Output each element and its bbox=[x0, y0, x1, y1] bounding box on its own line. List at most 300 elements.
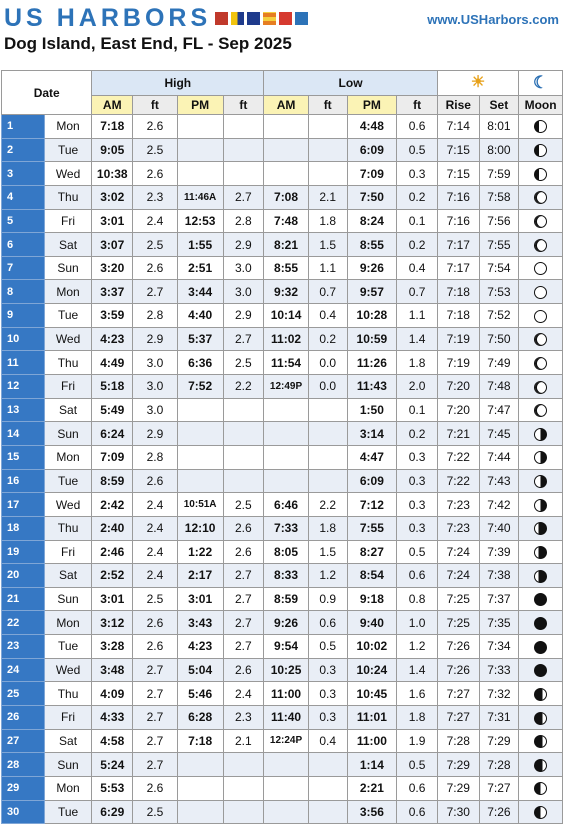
high-am-time: 3:48 bbox=[92, 658, 133, 682]
high-am-time: 9:05 bbox=[92, 138, 133, 162]
high-pm-ft bbox=[223, 776, 264, 800]
moon-phase-cell bbox=[519, 327, 563, 351]
low-am-ft bbox=[308, 800, 347, 824]
high-am-ft: 2.7 bbox=[133, 280, 178, 304]
moon-phase-icon bbox=[534, 215, 547, 228]
low-am-time: 10:14 bbox=[264, 304, 309, 328]
low-pm-time: 9:57 bbox=[347, 280, 397, 304]
tide-table bbox=[1, 70, 563, 824]
moon-phase-cell bbox=[519, 375, 563, 399]
high-am-time: 3:01 bbox=[92, 209, 133, 233]
weekday: Thu bbox=[44, 351, 92, 375]
moon-phase-cell bbox=[519, 115, 563, 139]
weekday: Fri bbox=[44, 706, 92, 730]
low-am-time: 12:49P bbox=[264, 375, 309, 399]
weekday: Wed bbox=[44, 658, 92, 682]
high-pm-time bbox=[177, 398, 223, 422]
day-number: 4 bbox=[2, 185, 45, 209]
high-am-time: 7:09 bbox=[92, 445, 133, 469]
day-number: 24 bbox=[2, 658, 45, 682]
moon-phase-icon bbox=[534, 570, 547, 583]
sunrise-time: 7:24 bbox=[437, 564, 479, 588]
high-am-time: 4:09 bbox=[92, 682, 133, 706]
low-am-ft: 0.4 bbox=[308, 729, 347, 753]
low-am-time: 8:59 bbox=[264, 587, 309, 611]
low-pm-time: 3:56 bbox=[347, 800, 397, 824]
high-pm-ft: 2.3 bbox=[223, 706, 264, 730]
high-am-time: 3:01 bbox=[92, 587, 133, 611]
weekday: Tue bbox=[44, 138, 92, 162]
moon-phase-icon bbox=[534, 735, 547, 748]
day-number: 7 bbox=[2, 256, 45, 280]
signal-flag-icon bbox=[231, 12, 244, 25]
weekday: Thu bbox=[44, 516, 92, 540]
day-number: 21 bbox=[2, 587, 45, 611]
low-am-ft: 0.9 bbox=[308, 587, 347, 611]
high-pm-time bbox=[177, 422, 223, 446]
weekday: Fri bbox=[44, 209, 92, 233]
high-am-time: 7:18 bbox=[92, 115, 133, 139]
table-row bbox=[2, 327, 563, 351]
moon-phase-cell bbox=[519, 398, 563, 422]
low-am-time: 7:08 bbox=[264, 185, 309, 209]
moon-phase-icon bbox=[534, 759, 547, 772]
low-pm-time: 8:27 bbox=[347, 540, 397, 564]
moon-phase-icon bbox=[534, 310, 547, 323]
moon-phase-cell bbox=[519, 233, 563, 257]
weekday: Tue bbox=[44, 635, 92, 659]
high-pm-time: 5:37 bbox=[177, 327, 223, 351]
high-am-ft: 2.6 bbox=[133, 776, 178, 800]
high-pm-ft: 2.7 bbox=[223, 587, 264, 611]
table-row bbox=[2, 256, 563, 280]
signal-flags-icon bbox=[215, 12, 308, 25]
low-am-time bbox=[264, 469, 309, 493]
weekday: Mon bbox=[44, 280, 92, 304]
high-pm-ft: 2.7 bbox=[223, 327, 264, 351]
high-pm-ft: 2.9 bbox=[223, 304, 264, 328]
day-number: 5 bbox=[2, 209, 45, 233]
date-header: Date bbox=[2, 71, 92, 115]
low-pm-time: 4:47 bbox=[347, 445, 397, 469]
sunrise-time: 7:19 bbox=[437, 327, 479, 351]
moon-phase-cell bbox=[519, 209, 563, 233]
high-am-time: 4:49 bbox=[92, 351, 133, 375]
moon-phase-cell bbox=[519, 587, 563, 611]
signal-flag-icon bbox=[247, 12, 260, 25]
sunrise-time: 7:16 bbox=[437, 209, 479, 233]
low-am-ft: 2.2 bbox=[308, 493, 347, 517]
table-row bbox=[2, 209, 563, 233]
low-pm-ft: 0.3 bbox=[397, 516, 438, 540]
table-row bbox=[2, 516, 563, 540]
high-pm-ft: 2.9 bbox=[223, 233, 264, 257]
table-row bbox=[2, 375, 563, 399]
moon-phase-cell bbox=[519, 304, 563, 328]
low-pm-ft: 0.6 bbox=[397, 564, 438, 588]
sunset-time: 7:29 bbox=[479, 729, 519, 753]
high-am-ft: 2.7 bbox=[133, 682, 178, 706]
high-am-time: 3:59 bbox=[92, 304, 133, 328]
low-am-time bbox=[264, 800, 309, 824]
day-number: 15 bbox=[2, 445, 45, 469]
low-am-ft-header: ft bbox=[308, 96, 347, 115]
high-am-time: 5:24 bbox=[92, 753, 133, 777]
sunrise-time: 7:24 bbox=[437, 540, 479, 564]
high-pm-time: 1:55 bbox=[177, 233, 223, 257]
high-pm-time bbox=[177, 138, 223, 162]
day-number: 25 bbox=[2, 682, 45, 706]
high-pm-header: PM bbox=[177, 96, 223, 115]
day-number: 14 bbox=[2, 422, 45, 446]
sunset-time: 7:26 bbox=[479, 800, 519, 824]
day-number: 18 bbox=[2, 516, 45, 540]
table-row bbox=[2, 233, 563, 257]
high-am-ft: 2.4 bbox=[133, 493, 178, 517]
table-row bbox=[2, 753, 563, 777]
sunset-time: 7:52 bbox=[479, 304, 519, 328]
high-am-ft: 2.9 bbox=[133, 422, 178, 446]
sunrise-time: 7:23 bbox=[437, 516, 479, 540]
weekday: Wed bbox=[44, 327, 92, 351]
sunset-time: 7:37 bbox=[479, 587, 519, 611]
high-am-ft: 2.6 bbox=[133, 115, 178, 139]
low-am-ft: 0.2 bbox=[308, 327, 347, 351]
high-pm-time: 3:01 bbox=[177, 587, 223, 611]
high-am-ft: 2.4 bbox=[133, 540, 178, 564]
low-am-time: 11:54 bbox=[264, 351, 309, 375]
day-number: 23 bbox=[2, 635, 45, 659]
sunrise-time: 7:25 bbox=[437, 587, 479, 611]
high-am-time: 5:53 bbox=[92, 776, 133, 800]
low-pm-time: 10:59 bbox=[347, 327, 397, 351]
high-pm-ft bbox=[223, 445, 264, 469]
table-row bbox=[2, 422, 563, 446]
moon-phase-header: Moon bbox=[519, 96, 563, 115]
day-number: 16 bbox=[2, 469, 45, 493]
sun-header bbox=[437, 71, 518, 96]
website-link[interactable]: www.USHarbors.com bbox=[427, 12, 559, 27]
moon-phase-icon bbox=[534, 475, 547, 488]
moon-phase-cell bbox=[519, 635, 563, 659]
low-am-time: 8:21 bbox=[264, 233, 309, 257]
high-am-time: 2:42 bbox=[92, 493, 133, 517]
moon-phase-cell bbox=[519, 800, 563, 824]
day-number: 1 bbox=[2, 115, 45, 139]
sunset-header: Set bbox=[479, 96, 519, 115]
high-pm-ft bbox=[223, 138, 264, 162]
low-am-ft: 1.1 bbox=[308, 256, 347, 280]
sunrise-time: 7:14 bbox=[437, 115, 479, 139]
low-pm-ft: 1.9 bbox=[397, 729, 438, 753]
high-pm-time: 12:10 bbox=[177, 516, 223, 540]
table-row bbox=[2, 729, 563, 753]
table-row bbox=[2, 185, 563, 209]
high-am-ft: 2.4 bbox=[133, 209, 178, 233]
sunrise-time: 7:26 bbox=[437, 635, 479, 659]
high-am-time: 8:59 bbox=[92, 469, 133, 493]
high-pm-ft bbox=[223, 162, 264, 186]
moon-phase-icon bbox=[534, 522, 547, 535]
moon-phase-icon bbox=[534, 239, 547, 252]
low-am-ft: 1.5 bbox=[308, 233, 347, 257]
low-pm-ft: 0.6 bbox=[397, 800, 438, 824]
sunrise-time: 7:17 bbox=[437, 256, 479, 280]
high-pm-ft: 2.6 bbox=[223, 516, 264, 540]
high-am-time: 3:02 bbox=[92, 185, 133, 209]
low-pm-time: 10:02 bbox=[347, 635, 397, 659]
day-number: 12 bbox=[2, 375, 45, 399]
weekday: Thu bbox=[44, 185, 92, 209]
sunrise-time: 7:27 bbox=[437, 682, 479, 706]
moon-phase-icon bbox=[534, 120, 547, 133]
table-row bbox=[2, 115, 563, 139]
moon-phase-icon bbox=[534, 451, 547, 464]
weekday: Sun bbox=[44, 753, 92, 777]
low-pm-ft: 0.8 bbox=[397, 587, 438, 611]
low-pm-ft: 1.1 bbox=[397, 304, 438, 328]
low-am-time: 8:55 bbox=[264, 256, 309, 280]
high-pm-time: 7:52 bbox=[177, 375, 223, 399]
moon-phase-cell bbox=[519, 422, 563, 446]
weekday: Sat bbox=[44, 564, 92, 588]
high-am-time: 4:33 bbox=[92, 706, 133, 730]
signal-flag-icon bbox=[215, 12, 228, 25]
moon-phase-cell bbox=[519, 776, 563, 800]
low-pm-ft: 0.6 bbox=[397, 776, 438, 800]
moon-phase-icon bbox=[534, 428, 547, 441]
low-pm-ft: 0.3 bbox=[397, 445, 438, 469]
high-am-time: 3:20 bbox=[92, 256, 133, 280]
low-am-ft bbox=[308, 469, 347, 493]
sunset-time: 7:54 bbox=[479, 256, 519, 280]
low-am-time: 8:05 bbox=[264, 540, 309, 564]
day-number: 10 bbox=[2, 327, 45, 351]
moon-phase-cell bbox=[519, 185, 563, 209]
high-pm-time: 12:53 bbox=[177, 209, 223, 233]
moon-phase-icon bbox=[534, 806, 547, 819]
high-pm-ft: 2.2 bbox=[223, 375, 264, 399]
sunrise-time: 7:19 bbox=[437, 351, 479, 375]
day-number: 22 bbox=[2, 611, 45, 635]
table-row bbox=[2, 587, 563, 611]
signal-flag-icon bbox=[295, 12, 308, 25]
table-row bbox=[2, 682, 563, 706]
sunrise-header: Rise bbox=[437, 96, 479, 115]
moon-phase-icon bbox=[534, 664, 547, 677]
sunset-time: 7:56 bbox=[479, 209, 519, 233]
tide-table-body bbox=[2, 115, 563, 824]
sunrise-time: 7:29 bbox=[437, 776, 479, 800]
sunset-time: 7:32 bbox=[479, 682, 519, 706]
high-am-ft: 2.7 bbox=[133, 706, 178, 730]
low-am-ft: 0.0 bbox=[308, 351, 347, 375]
sunrise-time: 7:16 bbox=[437, 185, 479, 209]
low-am-ft: 1.5 bbox=[308, 540, 347, 564]
sunset-time: 7:43 bbox=[479, 469, 519, 493]
day-number: 27 bbox=[2, 729, 45, 753]
sunset-time: 7:48 bbox=[479, 375, 519, 399]
sunrise-time: 7:22 bbox=[437, 445, 479, 469]
low-am-time bbox=[264, 162, 309, 186]
sunrise-time: 7:25 bbox=[437, 611, 479, 635]
low-am-ft bbox=[308, 138, 347, 162]
moon-phase-icon bbox=[534, 617, 547, 630]
high-am-ft: 2.4 bbox=[133, 516, 178, 540]
weekday: Sat bbox=[44, 233, 92, 257]
table-row bbox=[2, 540, 563, 564]
weekday: Mon bbox=[44, 445, 92, 469]
sunrise-time: 7:22 bbox=[437, 469, 479, 493]
high-pm-ft: 2.5 bbox=[223, 493, 264, 517]
low-pm-ft: 1.8 bbox=[397, 706, 438, 730]
high-am-ft: 2.6 bbox=[133, 469, 178, 493]
low-am-ft bbox=[308, 398, 347, 422]
sunrise-time: 7:15 bbox=[437, 138, 479, 162]
high-pm-ft: 2.4 bbox=[223, 682, 264, 706]
moon-phase-icon bbox=[534, 546, 547, 559]
high-am-ft: 2.3 bbox=[133, 185, 178, 209]
sunrise-time: 7:18 bbox=[437, 304, 479, 328]
high-pm-ft bbox=[223, 422, 264, 446]
table-row bbox=[2, 564, 563, 588]
low-pm-ft: 1.8 bbox=[397, 351, 438, 375]
day-number: 20 bbox=[2, 564, 45, 588]
moon-phase-cell bbox=[519, 256, 563, 280]
high-pm-ft: 2.5 bbox=[223, 351, 264, 375]
high-am-ft: 2.7 bbox=[133, 753, 178, 777]
table-row bbox=[2, 351, 563, 375]
high-am-ft: 2.8 bbox=[133, 304, 178, 328]
table-row bbox=[2, 635, 563, 659]
low-am-ft: 0.0 bbox=[308, 375, 347, 399]
moon-phase-icon bbox=[534, 641, 547, 654]
high-am-ft: 2.5 bbox=[133, 800, 178, 824]
high-pm-time bbox=[177, 753, 223, 777]
sunset-time: 8:01 bbox=[479, 115, 519, 139]
high-pm-time: 5:04 bbox=[177, 658, 223, 682]
low-am-time: 11:40 bbox=[264, 706, 309, 730]
sunset-time: 7:58 bbox=[479, 185, 519, 209]
low-pm-ft: 0.4 bbox=[397, 256, 438, 280]
table-row bbox=[2, 138, 563, 162]
weekday: Sun bbox=[44, 422, 92, 446]
sunset-time: 7:35 bbox=[479, 611, 519, 635]
low-pm-time: 11:43 bbox=[347, 375, 397, 399]
high-am-ft: 3.0 bbox=[133, 398, 178, 422]
high-pm-time: 4:23 bbox=[177, 635, 223, 659]
day-number: 17 bbox=[2, 493, 45, 517]
sunset-time: 7:44 bbox=[479, 445, 519, 469]
high-pm-time: 11:46A bbox=[177, 185, 223, 209]
day-number: 13 bbox=[2, 398, 45, 422]
sunset-time: 7:45 bbox=[479, 422, 519, 446]
sunset-time: 7:59 bbox=[479, 162, 519, 186]
sun-icon: ☀ bbox=[470, 74, 486, 91]
brand-logo bbox=[4, 4, 308, 32]
sunset-time: 7:55 bbox=[479, 233, 519, 257]
low-am-time bbox=[264, 776, 309, 800]
low-pm-time: 1:50 bbox=[347, 398, 397, 422]
high-am-ft: 2.7 bbox=[133, 658, 178, 682]
low-pm-time: 8:55 bbox=[347, 233, 397, 257]
high-pm-time bbox=[177, 445, 223, 469]
high-pm-ft bbox=[223, 753, 264, 777]
moon-phase-cell bbox=[519, 682, 563, 706]
low-pm-time: 1:14 bbox=[347, 753, 397, 777]
low-pm-ft: 0.3 bbox=[397, 469, 438, 493]
high-am-ft: 2.7 bbox=[133, 729, 178, 753]
high-am-time: 4:23 bbox=[92, 327, 133, 351]
low-am-ft bbox=[308, 115, 347, 139]
moon-phase-cell bbox=[519, 280, 563, 304]
moon-phase-cell bbox=[519, 564, 563, 588]
high-pm-time: 2:17 bbox=[177, 564, 223, 588]
high-pm-ft: 2.7 bbox=[223, 611, 264, 635]
high-pm-ft: 2.7 bbox=[223, 564, 264, 588]
weekday: Mon bbox=[44, 611, 92, 635]
moon-phase-cell bbox=[519, 516, 563, 540]
sunrise-time: 7:21 bbox=[437, 422, 479, 446]
low-pm-ft: 1.4 bbox=[397, 327, 438, 351]
high-pm-time: 2:51 bbox=[177, 256, 223, 280]
low-pm-ft: 0.5 bbox=[397, 540, 438, 564]
high-am-ft: 2.4 bbox=[133, 564, 178, 588]
high-pm-ft: 2.7 bbox=[223, 635, 264, 659]
high-am-ft: 2.6 bbox=[133, 611, 178, 635]
low-am-ft: 0.4 bbox=[308, 304, 347, 328]
sunset-time: 7:34 bbox=[479, 635, 519, 659]
low-am-ft: 1.8 bbox=[308, 516, 347, 540]
moon-phase-icon bbox=[534, 782, 547, 795]
day-number: 28 bbox=[2, 753, 45, 777]
sunset-time: 7:42 bbox=[479, 493, 519, 517]
low-pm-ft-header: ft bbox=[397, 96, 438, 115]
page-header bbox=[0, 0, 565, 66]
low-pm-ft: 0.2 bbox=[397, 422, 438, 446]
low-am-ft bbox=[308, 445, 347, 469]
high-am-ft: 3.0 bbox=[133, 351, 178, 375]
weekday: Wed bbox=[44, 162, 92, 186]
low-pm-time: 7:50 bbox=[347, 185, 397, 209]
low-pm-time: 8:54 bbox=[347, 564, 397, 588]
low-pm-ft: 0.1 bbox=[397, 209, 438, 233]
low-pm-ft: 0.2 bbox=[397, 233, 438, 257]
low-pm-time: 3:14 bbox=[347, 422, 397, 446]
high-am-ft: 2.6 bbox=[133, 162, 178, 186]
high-am-time: 6:29 bbox=[92, 800, 133, 824]
weekday: Sat bbox=[44, 729, 92, 753]
low-am-time: 9:26 bbox=[264, 611, 309, 635]
high-pm-ft bbox=[223, 115, 264, 139]
low-pm-ft: 0.5 bbox=[397, 138, 438, 162]
high-pm-ft: 3.0 bbox=[223, 280, 264, 304]
sunset-time: 7:31 bbox=[479, 706, 519, 730]
high-pm-time: 7:18 bbox=[177, 729, 223, 753]
low-am-time bbox=[264, 398, 309, 422]
sunset-time: 7:28 bbox=[479, 753, 519, 777]
low-pm-ft: 1.2 bbox=[397, 635, 438, 659]
moon-phase-icon bbox=[534, 404, 547, 417]
high-am-ft: 2.6 bbox=[133, 256, 178, 280]
signal-flag-icon bbox=[263, 12, 276, 25]
moon-phase-cell bbox=[519, 469, 563, 493]
high-am-time: 3:12 bbox=[92, 611, 133, 635]
low-pm-ft: 0.7 bbox=[397, 280, 438, 304]
brand-wordmark bbox=[4, 4, 211, 32]
brand-harbors: HARBORS bbox=[56, 4, 212, 32]
low-pm-header: PM bbox=[347, 96, 397, 115]
